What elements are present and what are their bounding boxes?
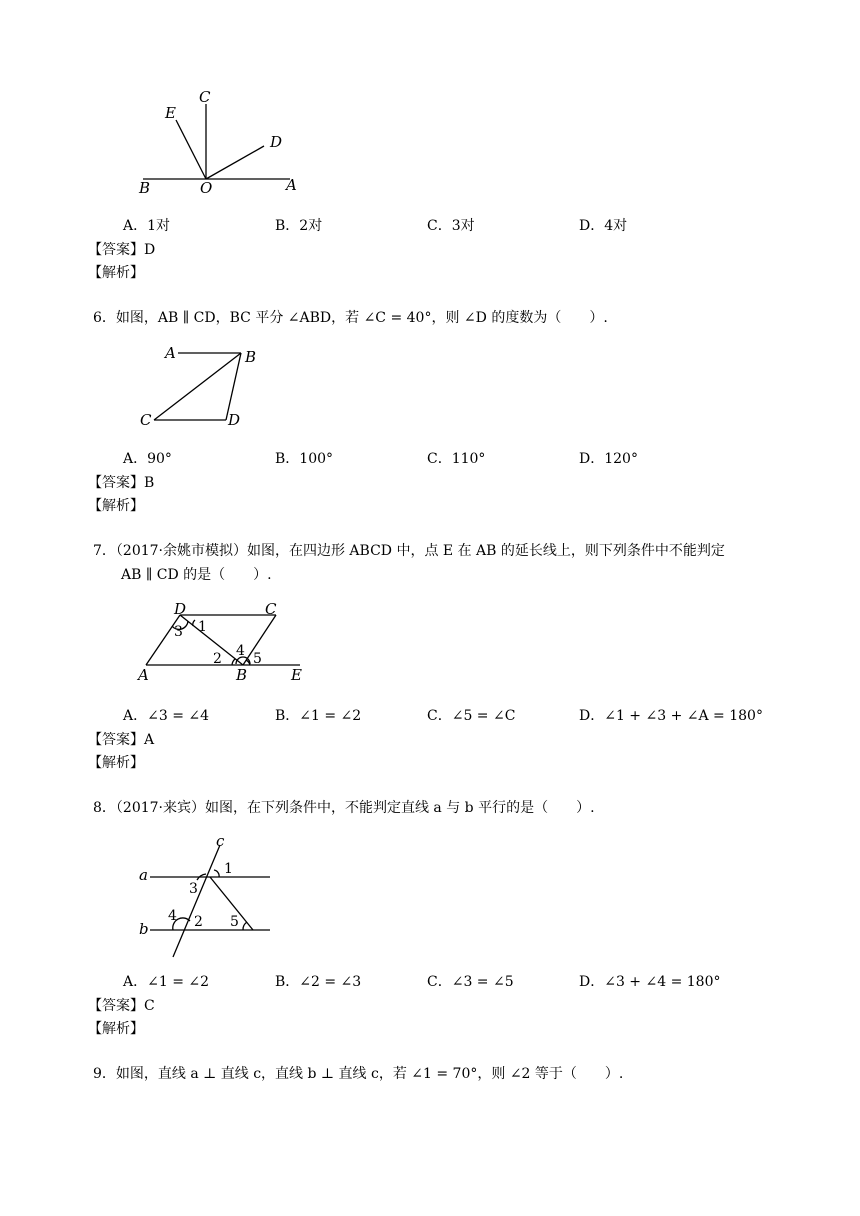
- label-o: O: [200, 179, 213, 197]
- q8-analysis: 【解析】: [88, 1021, 144, 1037]
- q5-answer: 【答案】D: [88, 242, 156, 258]
- q5-option-d: D．4对: [579, 218, 628, 234]
- label-c: C: [140, 411, 152, 429]
- q5-option-b: B．2对: [275, 218, 323, 234]
- label-e: E: [165, 104, 176, 122]
- q8-option-a: A．∠1 = ∠2: [123, 974, 210, 990]
- angle-4-label: 4: [168, 908, 177, 924]
- label-a: A: [165, 344, 176, 362]
- angle-5-label: 5: [253, 651, 262, 667]
- label-d: D: [228, 411, 241, 429]
- label-d: D: [174, 600, 187, 618]
- angle-3-label: 3: [189, 881, 198, 897]
- q8-answer: 【答案】C: [88, 998, 155, 1014]
- label-b: b: [139, 920, 149, 938]
- q8-option-c: C．∠3 = ∠5: [427, 974, 514, 990]
- label-c: C: [265, 600, 277, 618]
- q6-analysis: 【解析】: [88, 498, 144, 514]
- q8-option-d: D．∠3 + ∠4 = 180°: [579, 974, 721, 990]
- q8-stem: 8．（2017·来宾）如图，在下列条件中，不能判定直线 a 与 b 平行的是（ ）.: [93, 800, 595, 816]
- q7-option-b: B．∠1 = ∠2: [275, 708, 362, 724]
- q7-option-d: D．∠1 + ∠3 + ∠A = 180°: [579, 708, 763, 724]
- label-e: E: [291, 666, 302, 684]
- angle-4-label: 4: [236, 643, 245, 659]
- q6-option-b: B．100°: [275, 451, 334, 467]
- label-d: D: [270, 133, 283, 151]
- q7-answer: 【答案】A: [88, 732, 155, 748]
- angle-3-label: 3: [174, 624, 183, 640]
- q6-answer: 【答案】B: [88, 475, 155, 491]
- q8-option-b: B．∠2 = ∠3: [275, 974, 362, 990]
- label-b: B: [236, 666, 248, 684]
- angle-1-label: 1: [224, 861, 233, 877]
- q6-stem: 6．如图，AB ∥ CD，BC 平分 ∠ABD，若 ∠C = 40°，则 ∠D 的度数为（ ）.: [93, 310, 608, 326]
- label-c: C: [199, 88, 211, 106]
- q7-option-a: A．∠3 = ∠4: [123, 708, 210, 724]
- label-c: c: [216, 832, 225, 850]
- q9-stem: 9．如图，直线 a ⊥ 直线 c，直线 b ⊥ 直线 c，若 ∠1 = 70°，则 ∠2 等于（ ）.: [93, 1066, 624, 1082]
- q7-stem-line1: 7．（2017·余姚市模拟）如图，在四边形 ABCD 中，点 E 在 AB 的延长线上，则下列条件中不能判定: [93, 543, 725, 559]
- q5-option-a: A．1对: [123, 218, 171, 234]
- q6-option-d: D．120°: [579, 451, 638, 467]
- angle-2-label: 2: [194, 914, 203, 930]
- q5-analysis: 【解析】: [88, 265, 144, 281]
- label-b: B: [139, 179, 151, 197]
- label-a: A: [286, 176, 297, 194]
- q7-option-c: C．∠5 = ∠C: [427, 708, 516, 724]
- label-a: a: [139, 866, 148, 884]
- label-b: B: [245, 348, 257, 366]
- q6-option-a: A．90°: [123, 451, 172, 467]
- q6-option-c: C．110°: [427, 451, 486, 467]
- angle-5-label: 5: [230, 914, 239, 930]
- angle-1-label: 1: [198, 619, 207, 635]
- q7-analysis: 【解析】: [88, 755, 144, 771]
- q7-stem-line2: AB ∥ CD 的是（ ）.: [121, 567, 272, 583]
- q5-option-c: C．3对: [427, 218, 475, 234]
- angle-2-label: 2: [213, 651, 222, 667]
- label-a: A: [138, 666, 149, 684]
